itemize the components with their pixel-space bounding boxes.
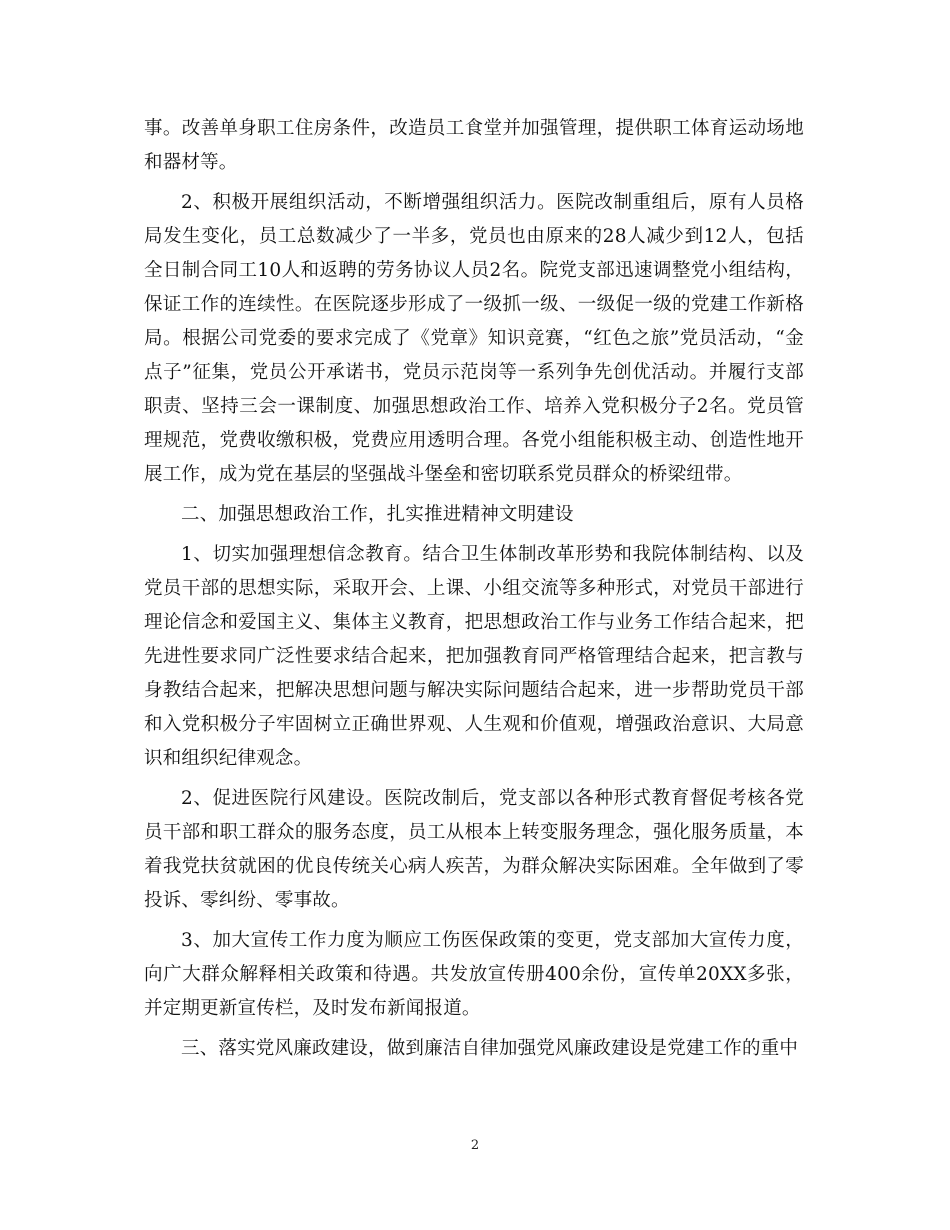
paragraph-2: 2、积极开展组织活动，不断增强组织活力。医院改制重组后，原有人员格局发生变化，员工总数减少了一半多，党员也由原来的28人减少到12人，包括全日制合同工10人和返聘的劳务协议人员2名。院党支部迅速调整党小组结构，保证工作的连续性。在医院逐步形成了一级抓一级、一级促一级的党建工作新格局。根据公司党委的要求完成了《党章》知识竞赛，“红色之旅”党员活动，“金点子”征集，党员公开承诺书，党员示范岗等一系列争先创优活动。并履行支部职责、坚持三会一课制度、加强思想政治工作、培养入党积极分子2名。党员管理规范，党费收缴积极，党费应用透明合理。各党小组能积极主动、创造性地开展工作，成为党在基层的坚强战斗堡垒和密切联系党员群众的桥梁纽带。 <box>144 192 804 485</box>
paragraph-4: 2、促进医院行风建设。医院改制后，党支部以各种形式教育督促考核各党员干部和职工群众的服务态度，员工从根本上转变服务理念，强化服务质量，本着我党扶贫就困的优良传统关心病人疾苦，为群众解决实际困难。全年做到了零投诉、零纠纷、零事故。 <box>144 788 804 911</box>
paragraph-1: 事。改善单身职工住房条件，改造员工食堂并加强管理，提供职工体育运动场地和器材等。 <box>144 118 804 173</box>
section-heading-3: 三、落实党风廉政建设，做到廉洁自律加强党风廉政建设是党建工作的重中 <box>181 1038 799 1059</box>
paragraph-3: 1、切实加强理想信念教育。结合卫生体制改革形势和我院体制结构、以及党员干部的思想实际，采取开会、上课、小组交流等多种形式，对党员干部进行理论信念和爱国主义、集体主义教育，把思想政治工作与业务工作结合起来，把先进性要求同广泛性要求结合起来，把加强教育同严格管理结合起来，把言教与身教结合起来，把解决思想问题与解决实际问题结合起来，进一步帮助党员干部和入党积极分子牢固树立正确世界观、人生观和价值观，增强政治意识、大局意识和组织纪律观念。 <box>144 544 804 769</box>
document-body <box>144 112 804 1072</box>
paragraph-5: 3、加大宣传工作力度为顺应工伤医保政策的变更，党支部加大宣传力度，向广大群众解释相关政策和待遇。共发放宣传册400余份，宣传单20XX多张，并定期更新宣传栏，及时发布新闻报道。 <box>144 930 804 1019</box>
page-number: 2 <box>470 1138 480 1153</box>
section-heading-2: 二、加强思想政治工作，扎实推进精神文明建设 <box>181 504 574 525</box>
